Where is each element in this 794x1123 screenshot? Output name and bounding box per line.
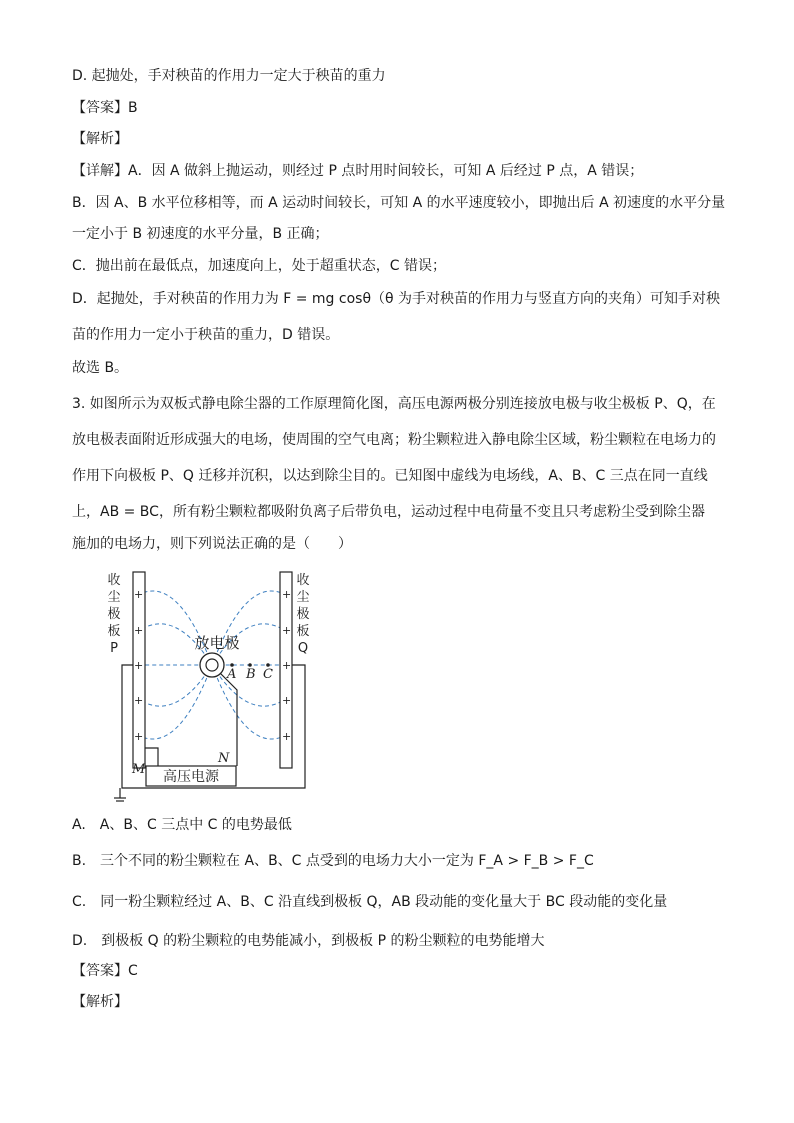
- q3-option-d: D. 到极板 Q 的粉尘颗粒的电势能减小，到极板 P 的粉尘颗粒的电势能增大: [72, 933, 545, 949]
- plus-sign: +: [282, 588, 292, 601]
- plus-sign: +: [282, 730, 292, 743]
- plus-sign: +: [134, 694, 144, 707]
- q3-option-c: C. 同一粉尘颗粒经过 A、B、C 沿直线到极板 Q，AB 段动能的变化量大于 BC 段动能的变化量: [72, 894, 668, 910]
- detail-line: 苗的作用力一定小于秧苗的重力，D 错误。: [72, 327, 340, 343]
- plus-sign: +: [134, 659, 144, 672]
- q3-option-b: B. 三个不同的粉尘颗粒在 A、B、C 点受到的电场力大小一定为 F_A > F_B > F_C: [72, 853, 594, 869]
- right-plate-label: Q: [297, 641, 309, 656]
- right-plate-label: 极: [296, 607, 310, 622]
- terminal-n-label: N: [218, 751, 230, 766]
- plus-sign: +: [282, 694, 292, 707]
- q3-stem-line: 放电极表面附近形成强大的电场，使周围的空气电离；粉尘颗粒进入静电除尘区域，粉尘颗粒在电场力的: [72, 432, 716, 448]
- detail-line: 故选 B。: [72, 360, 129, 376]
- detail-line: B．因 A、B 水平位移相等，而 A 运动时间较长，可知 A 的水平速度较小，即抛出后 A 初速度的水平分量: [72, 195, 726, 211]
- q3-stem-line: 施加的电场力，则下列说法正确的是（ ）: [72, 536, 352, 552]
- prev-analysis-tag: 【解析】: [72, 131, 128, 147]
- plus-sign: +: [282, 659, 292, 672]
- left-plate-label: 极: [107, 607, 121, 622]
- q3-analysis-tag: 【解析】: [72, 994, 128, 1010]
- plus-sign: +: [134, 730, 144, 743]
- point-c-label: C: [263, 667, 273, 682]
- detail-line: 【详解】A．因 A 做斜上抛运动，则经过 P 点时用时间较长，可知 A 后经过 P 点，A 错误；: [72, 163, 644, 179]
- electrode-label: 放电极: [194, 634, 240, 652]
- q3-option-a: A. A、B、C 三点中 C 的电势最低: [72, 817, 292, 833]
- right-plate-label: 收: [296, 573, 310, 588]
- right-plate-label: 尘: [296, 590, 310, 605]
- left-plate-label: 尘: [107, 590, 121, 605]
- prev-answer: 【答案】B: [72, 100, 138, 116]
- left-plate-label: P: [110, 641, 118, 656]
- plus-sign: +: [282, 624, 292, 637]
- precipitator-diagram: [100, 566, 316, 802]
- detail-line: 一定小于 B 初速度的水平分量，B 正确；: [72, 226, 329, 242]
- q3-stem-line: 上，AB = BC，所有粉尘颗粒都吸附负离子后带负电，运动过程中电荷量不变且只考虑粉尘受到除尘器: [72, 504, 705, 520]
- q3-answer: 【答案】C: [72, 963, 138, 979]
- q3-stem-line: 3. 如图所示为双板式静电除尘器的工作原理简化图，高压电源两极分别连接放电极与收尘极板 P、Q，在: [72, 396, 716, 412]
- q3-stem-line: 作用下向极板 P、Q 迁移并沉积，以达到除尘目的。已知图中虚线为电场线，A、B、C 三点在同一直线: [72, 468, 708, 484]
- terminal-m-label: M: [132, 762, 146, 777]
- power-supply-label: 高压电源: [163, 769, 219, 785]
- left-plate-label: 板: [107, 624, 121, 639]
- plus-sign: +: [134, 588, 144, 601]
- point-a-label: A: [227, 667, 237, 682]
- point-b-label: B: [246, 667, 256, 682]
- detail-line: C．抛出前在最低点，加速度向上，处于超重状态，C 错误；: [72, 258, 446, 274]
- detail-line: D．起抛处，手对秧苗的作用力为 F = mg cosθ（θ 为手对秧苗的作用力与竖直方向的夹角）可知手对秧: [72, 291, 721, 307]
- right-plate-label: 板: [296, 624, 310, 639]
- prev-option-d: D. 起抛处，手对秧苗的作用力一定大于秧苗的重力: [72, 68, 386, 84]
- left-plate-label: 收: [107, 573, 121, 588]
- plus-sign: +: [134, 624, 144, 637]
